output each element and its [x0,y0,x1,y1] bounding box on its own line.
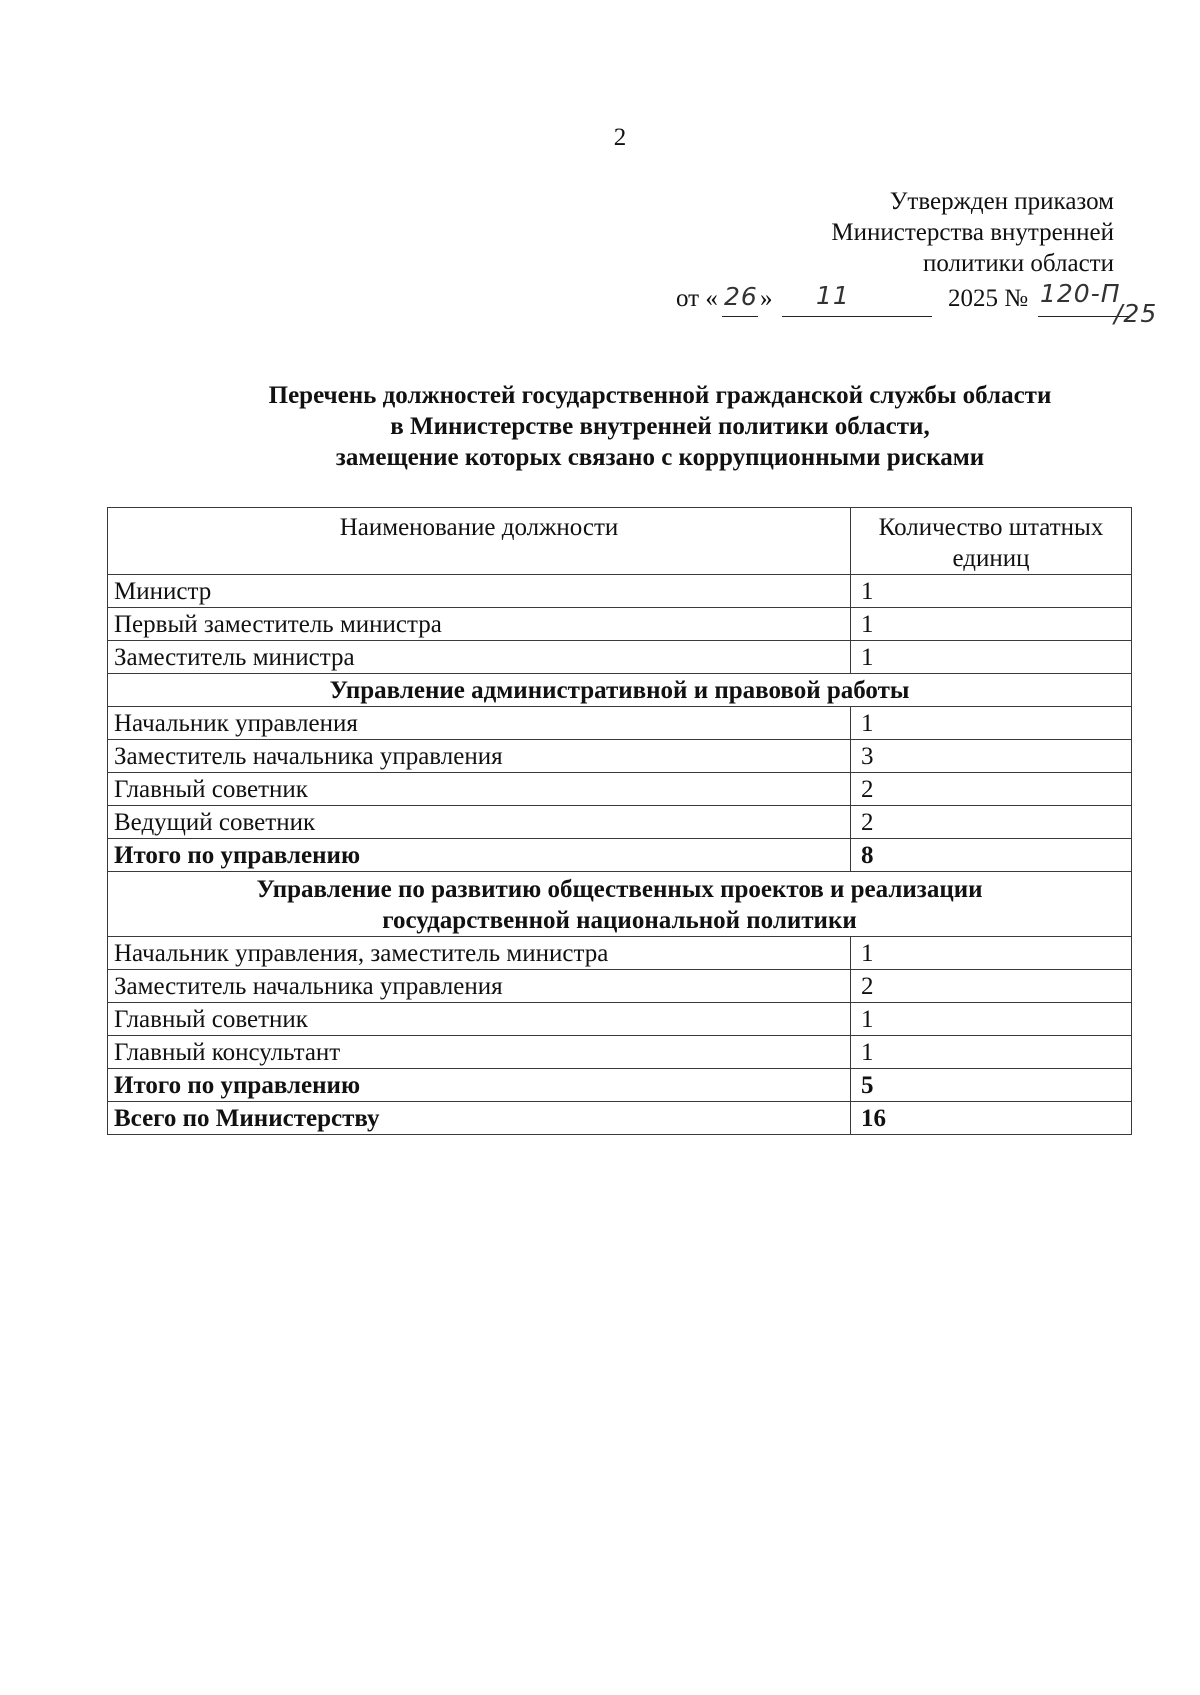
table-row [108,806,1132,839]
staff-count: 1 [851,707,1132,740]
position-name: Ведущий советник [108,806,851,839]
header-staff-count: Количество штатных единиц [851,508,1132,575]
order-date-number-line [676,279,1176,345]
title-line-3: замещение которых связано с коррупционными рисками [335,444,985,471]
approval-line-2: Министерства внутренней [831,219,1114,246]
total-label: Итого по управлению [108,839,851,872]
section-total-row [108,1069,1132,1102]
staff-count: 1 [851,641,1132,674]
table-header-row [108,508,1132,575]
order-day-close: » [760,285,773,312]
position-name: Заместитель начальника управления [108,740,851,773]
header-position-name: Наименование должности [108,508,851,575]
position-name: Министр [108,575,851,608]
staff-count: 1 [851,1036,1132,1069]
position-name: Первый заместитель министра [108,608,851,641]
order-number-suffix-handwritten: /25 [1114,299,1158,328]
order-prefix: от « [676,285,718,312]
section-2-title-line-1: Управление по развитию общественных проектов и реализации [256,876,983,903]
section-total-row [108,839,1132,872]
approval-line-3: политики области [922,250,1114,277]
table-row [108,740,1132,773]
order-month-handwritten: 11 [816,281,850,310]
positions-table [107,507,1132,1135]
order-year-number-label: 2025 № [948,285,1029,312]
order-number-handwritten: 120-П [1040,279,1121,308]
grand-total-count: 16 [851,1102,1132,1135]
position-name: Заместитель министра [108,641,851,674]
staff-count: 1 [851,608,1132,641]
document-title [100,380,1200,473]
table-row [108,575,1132,608]
table-row [108,1036,1132,1069]
staff-count: 3 [851,740,1132,773]
position-name: Главный советник [108,1003,851,1036]
total-label: Итого по управлению [108,1069,851,1102]
grand-total-row [108,1102,1132,1135]
staff-count: 1 [851,1003,1132,1036]
position-name: Главный советник [108,773,851,806]
staff-count: 1 [851,937,1132,970]
staff-count: 2 [851,970,1132,1003]
staff-count: 2 [851,806,1132,839]
staff-count: 2 [851,773,1132,806]
title-line-2: в Министерстве внутренней политики области, [390,413,930,440]
staff-count: 1 [851,575,1132,608]
section-header-row [108,872,1132,937]
grand-total-label: Всего по Министерству [108,1102,851,1135]
table-row [108,970,1132,1003]
approval-stamp-text [831,186,1114,279]
order-day-underline [722,316,758,317]
section-header-row [108,674,1132,707]
position-name: Начальник управления, заместитель министра [108,937,851,970]
table-row [108,1003,1132,1036]
order-month-underline [782,316,932,317]
section-2-title [108,872,1132,937]
position-name: Начальник управления [108,707,851,740]
title-line-1: Перечень должностей государственной гражданской службы области [268,382,1052,409]
table-row [108,707,1132,740]
table-row [108,641,1132,674]
total-count: 5 [851,1069,1132,1102]
total-count: 8 [851,839,1132,872]
page-number: 2 [613,124,627,151]
table-row [108,773,1132,806]
order-day-handwritten: 26 [724,282,758,311]
section-1-title: Управление административной и правовой работы [108,674,1132,707]
approval-line-1: Утвержден приказом [889,188,1114,215]
section-2-title-line-2: государственной национальной политики [382,907,857,934]
position-name: Заместитель начальника управления [108,970,851,1003]
table-row [108,608,1132,641]
position-name: Главный консультант [108,1036,851,1069]
table-row [108,937,1132,970]
